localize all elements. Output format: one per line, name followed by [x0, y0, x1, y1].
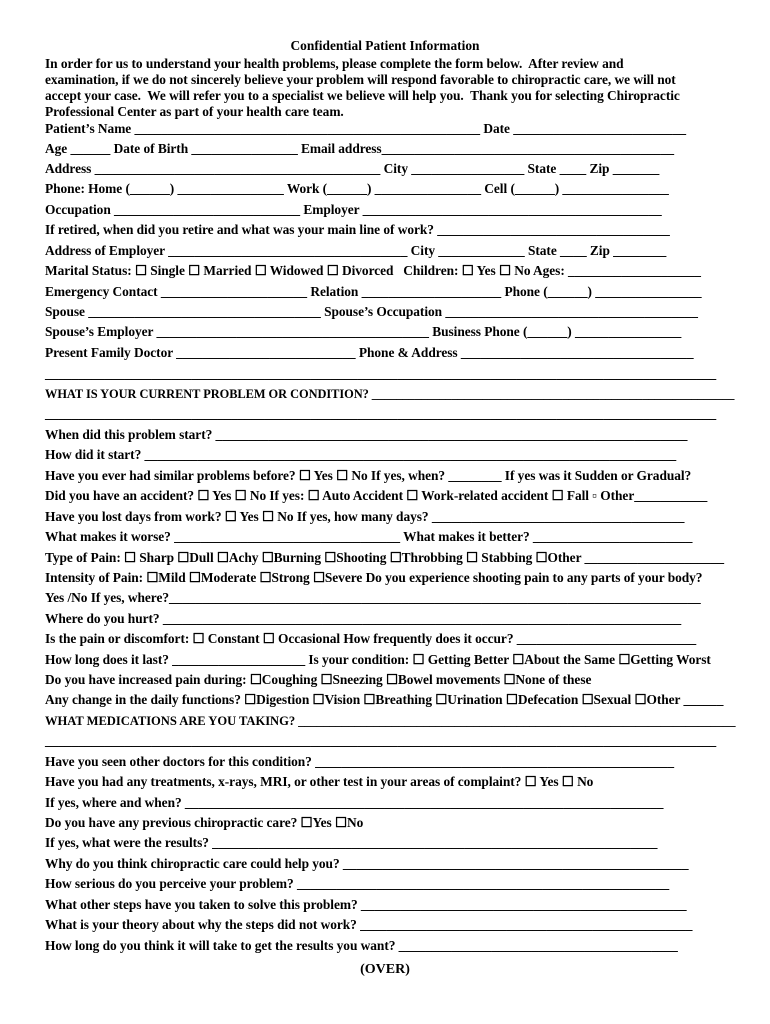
- form-line[interactable]: If retired, when did you retire and what was your main line of work? ___________________________________: [45, 222, 670, 237]
- form-line[interactable]: WHAT MEDICATIONS ARE YOU TAKING? ______________________________________________________________________: [45, 714, 736, 728]
- form-line[interactable]: Address ___________________________________________ City _________________ State ____ Zip _______: [45, 161, 660, 176]
- form-line[interactable]: When did this problem start? _______________________________________________________________________: [45, 427, 688, 442]
- intro-line: examination, if we do not sincerely believe your problem will respond favorable to chiropractic care, we will not: [45, 72, 676, 87]
- form-title: Confidential Patient Information: [290, 38, 480, 53]
- form-line[interactable]: Yes /No If yes, where?________________________________________________________________________________: [45, 590, 701, 605]
- form-line[interactable]: If yes, where and when? ________________________________________________________________________: [45, 795, 664, 810]
- form-line[interactable]: Marital Status: ☐ Single ☐ Married ☐ Widowed ☐ Divorced Children: ☐ Yes ☐ No Ages: ____________________: [45, 263, 701, 278]
- intro-line: Professional Center as part of your health care team.: [45, 104, 344, 119]
- form-line[interactable]: Have you ever had similar problems before? ☐ Yes ☐ No If yes, when? ________ If yes was it Sudden or Gradual?: [45, 468, 692, 483]
- form-line[interactable]: Is the pain or discomfort: ☐ Constant ☐ Occasional How frequently does it occur? ___________________________: [45, 631, 697, 646]
- form-line[interactable]: Patient’s Name ____________________________________________________ Date __________________________: [45, 121, 686, 136]
- form-line[interactable]: Why do you think chiropractic care could help you? ____________________________________________________: [45, 856, 689, 871]
- form-line[interactable]: If yes, what were the results? ___________________________________________________________________: [45, 835, 658, 850]
- form-line[interactable]: Present Family Doctor ___________________________ Phone & Address ___________________________________: [45, 345, 694, 360]
- form-line[interactable]: Where do you hurt? ______________________________________________________________________________: [45, 611, 682, 626]
- form-line[interactable]: What other steps have you taken to solve this problem? _________________________________________________: [45, 897, 687, 912]
- form-line[interactable]: Did you have an accident? ☐ Yes ☐ No If yes: ☐ Auto Accident ☐ Work-related accident ☐ Fall ▫ Other___________: [45, 488, 708, 503]
- form-line[interactable]: Address of Employer ____________________________________ City _____________ State ____ Zip ________: [45, 243, 667, 258]
- form-line[interactable]: What makes it worse? __________________________________ What makes it better? ________________________: [45, 529, 693, 544]
- form-line[interactable]: Have you had any treatments, x-rays, MRI, or other test in your areas of complaint? ☐ Yes ☐ No: [45, 774, 594, 789]
- form-line[interactable]: Have you seen other doctors for this condition? ______________________________________________________: [45, 754, 674, 769]
- form-line[interactable]: Spouse’s Employer _________________________________________ Business Phone (______) ________________: [45, 324, 682, 339]
- form-line[interactable]: WHAT IS YOUR CURRENT PROBLEM OR CONDITION? ___________________________________________________________: [45, 387, 735, 401]
- form-line[interactable]: How long do you think it will take to get the results you want? __________________________________________: [45, 938, 678, 953]
- form-line[interactable]: Phone: Home (______) ________________ Work (______) ________________ Cell (______) ________________: [45, 181, 669, 196]
- form-line[interactable]: Any change in the daily functions? ☐Digestion ☐Vision ☐Breathing ☐Urination ☐Defecation ☐Sexual ☐Other ______: [45, 692, 724, 707]
- intro-line: In order for us to understand your health problems, please complete the form below. After review and: [45, 56, 624, 71]
- form-line[interactable]: Have you lost days from work? ☐ Yes ☐ No If yes, how many days? ______________________________________: [45, 509, 685, 524]
- form-line[interactable]: Occupation ____________________________ Employer _____________________________________________: [45, 202, 662, 217]
- form-line[interactable]: How long does it last? ____________________ Is your condition: ☐ Getting Better ☐About the Same ☐Getting Worst: [45, 652, 711, 667]
- form-line[interactable]: _____________________________________________________________________________________________________: [45, 366, 717, 381]
- form-line[interactable]: Type of Pain: ☐ Sharp ☐Dull ☐Achy ☐Burning ☐Shooting ☐Throbbing ☐ Stabbing ☐Other _____________________: [45, 550, 725, 565]
- over-footer: (OVER): [360, 962, 410, 977]
- form-line[interactable]: How serious do you perceive your problem? ________________________________________________________: [45, 876, 670, 891]
- form-line[interactable]: Emergency Contact ______________________ Relation _____________________ Phone (______) ________________: [45, 284, 702, 299]
- form-line[interactable]: Intensity of Pain: ☐Mild ☐Moderate ☐Strong ☐Severe Do you experience shooting pain to any parts of your body?: [45, 570, 703, 585]
- intro-line: accept your case. We will refer you to a specialist we believe will help you. Thank you for selecting Chiropractic: [45, 88, 680, 103]
- form-line[interactable]: Do you have increased pain during: ☐Coughing ☐Sneezing ☐Bowel movements ☐None of these: [45, 672, 592, 687]
- form-line[interactable]: _____________________________________________________________________________________________________: [45, 406, 717, 421]
- form-line[interactable]: Spouse ___________________________________ Spouse’s Occupation ______________________________________: [45, 304, 698, 319]
- form-line[interactable]: How did it start? ________________________________________________________________________________: [45, 447, 677, 462]
- form-line[interactable]: _____________________________________________________________________________________________________: [45, 733, 717, 748]
- form-line[interactable]: What is your theory about why the steps did not work? __________________________________________________: [45, 917, 693, 932]
- form-line[interactable]: Do you have any previous chiropractic care? ☐Yes ☐No: [45, 815, 364, 830]
- form-line[interactable]: Age ______ Date of Birth ________________ Email address____________________________________________: [45, 141, 674, 156]
